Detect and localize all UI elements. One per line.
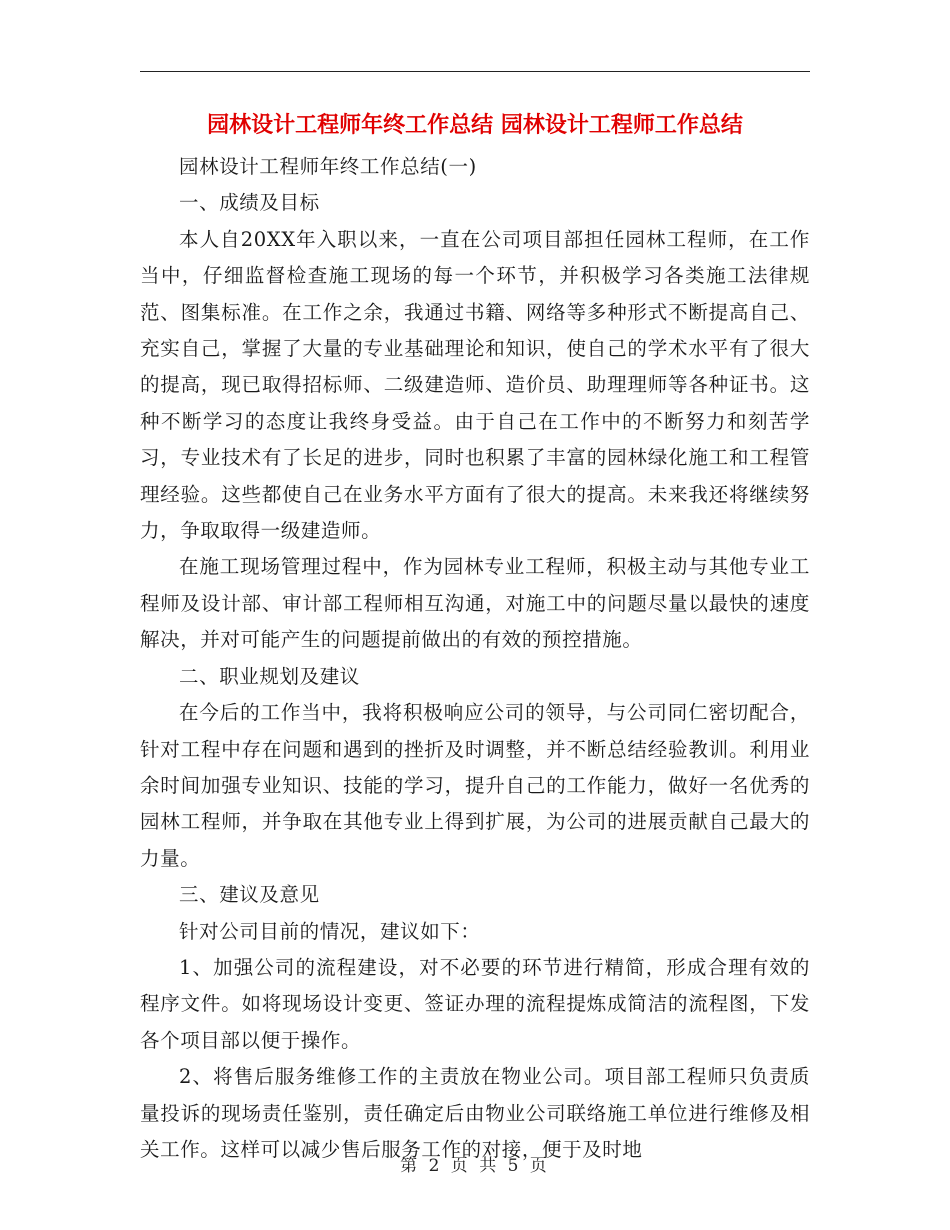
header-rule	[140, 71, 810, 72]
body-paragraph: 在施工现场管理过程中，作为园林专业工程师，积极主动与其他专业工程师及设计部、审计部工程师相互沟通，对施工中的问题尽量以最快的速度解决，并对可能产生的问题提前做出的有效的预控措施。	[140, 555, 810, 652]
section-heading-1: 一、成绩及目标	[179, 191, 320, 215]
body-paragraph: 2、将售后服务维修工作的主责放在物业公司。项目部工程师只负责质量投诉的现场责任鉴别，责任确定后由物业公司联络施工单位进行维修及相关工作。这样可以减少售后服务工作的对接，便于及时地	[140, 1065, 810, 1161]
page-footer: 第 2 页 共 5 页	[400, 1156, 550, 1176]
body-paragraph: 本人自20XX年入职以来，一直在公司项目部担任园林工程师，在工作当中，仔细监督检查施工现场的每一个环节，并积极学习各类施工法律规范、图集标准。在工作之余，我通过书籍、网络等多种形式不断提高自己、充实自己，掌握了大量的专业基础理论和知识，使自己的学术水平有了很大的提高，现已取得招标师、二级建造师、造价员、助理理师等各种证书。这种不断学习的态度让我终身受益。由于自己在工作中的不断努力和刻苦学习，专业技术有了长足的进步，同时也积累了丰富的园林绿化施工和工程管理经验。这些都使自己在业务水平方面有了很大的提高。未来我还将继续努力，争取取得一级建造师。	[140, 227, 810, 543]
body-paragraph: 1、加强公司的流程建设，对不必要的环节进行精简，形成合理有效的程序文件。如将现场设计变更、签证办理的流程提炼成简洁的流程图，下发各个项目部以便于操作。	[140, 955, 810, 1052]
document-title: 园林设计工程师年终工作总结 园林设计工程师工作总结	[207, 113, 743, 138]
body-paragraph: 在今后的工作当中，我将积极响应公司的领导，与公司同仁密切配合，针对工程中存在问题和遇到的挫折及时调整，并不断总结经验教训。利用业余时间加强专业知识、技能的学习，提升自己的工作能力，做好一名优秀的园林工程师，并争取在其他专业上得到扩展，为公司的进展贡献自己最大的力量。	[140, 701, 810, 870]
section-heading-2: 二、职业规划及建议	[179, 664, 360, 688]
body-paragraph: 针对公司目前的情况，建议如下：	[179, 919, 481, 943]
section-subtitle: 园林设计工程师年终工作总结(一)	[179, 155, 477, 178]
document-body	[140, 149, 810, 1168]
section-heading-3: 三、建议及意见	[179, 883, 320, 907]
